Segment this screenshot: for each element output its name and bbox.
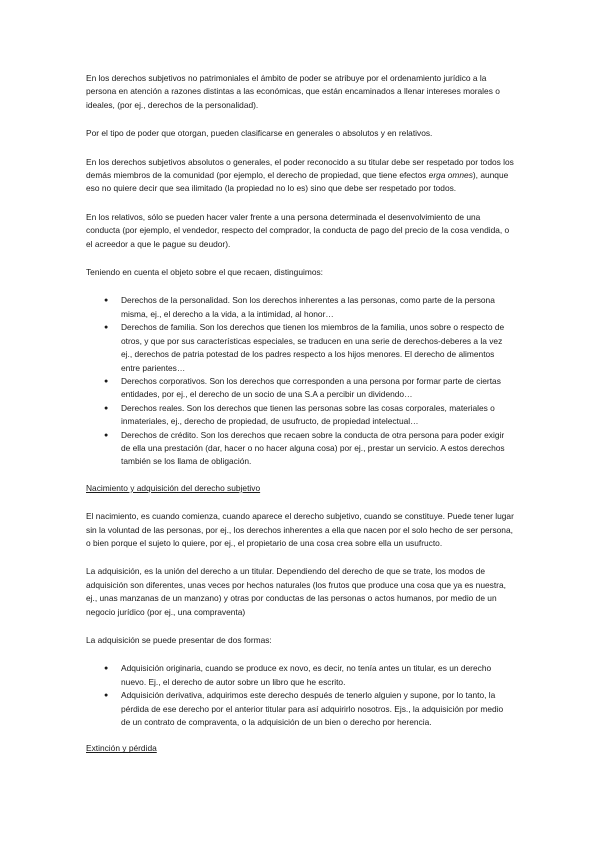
- list-item-text: Derechos de la personalidad. Son los derechos inherentes a las personas, como parte de la persona misma, ej., el derecho a la vida, a la intimidad, al honor…: [121, 295, 495, 319]
- list-item: [104, 662, 514, 689]
- bullet-icon: ●: [104, 665, 109, 673]
- paragraph-absolutos: [86, 156, 514, 196]
- paragraph-dos-formas: La adquisición se puede presentar de dos formas:: [86, 635, 272, 645]
- list-item-text: Adquisición derivativa, adquirimos este derecho después de tenerlo alguien y supone, por lo tanto, la pérdida de ese derecho por el anterior titular para así adquirirlo nosotros. Ejs., la adquisición por medio de un contrato de compraventa, o la adquisición de un bien o derecho por herencia.: [121, 690, 504, 728]
- list-item-text: Derechos de crédito. Son los derechos que recaen sobre la conducta de otra persona para poder exigir de ella una prestación (dar, hacer o no hacer alguna cosa) por ej., prestar un servicio. A estos derechos también se los llama de obligación.: [121, 429, 505, 467]
- list-tipos-derechos: [86, 294, 514, 468]
- paragraph-no-patrimoniales: En los derechos subjetivos no patrimoniales el ámbito de poder se atribuye por el ordenamiento jurídico a la persona en atención a razones distintas a las económicas, que están encaminados a llenar intereses morales o ideales, (por ej., derechos de la personalidad).: [86, 73, 500, 110]
- bullet-icon: ●: [104, 297, 109, 305]
- paragraph-relativos: En los relativos, sólo se pueden hacer valer frente a una persona determinada el desenvolvimiento de una conducta (por ejemplo, el vendedor, respecto del comprador, la conducta de pago del precio de la cosa vendida, o el acreedor a que le pague su deudor).: [86, 211, 510, 249]
- bullet-icon: ●: [104, 431, 109, 439]
- paragraph-tipo-de-poder: Por el tipo de poder que otorgan, pueden clasificarse en generales o absolutos y en relativos.: [86, 128, 433, 139]
- bullet-icon: ●: [104, 324, 109, 332]
- list-item-text: Adquisición originaria, cuando se produce ex novo, es decir, no tenía antes un titular, es un derecho nuevo. Ej., el derecho de autor sobre un libro que he escrito.: [121, 663, 492, 687]
- bullet-icon: ●: [104, 692, 109, 700]
- list-item: [104, 402, 514, 429]
- paragraph-absolutos-part2: ), aunque eso no quiere decir que sea ilimitado (la propiedad no lo es) sino que debe ser respetado por todos.: [86, 170, 509, 194]
- bullet-icon: ●: [104, 377, 109, 385]
- paragraph-objeto: Teniendo en cuenta el objeto sobre el que recaen, distinguimos:: [86, 267, 323, 278]
- bullet-icon: ●: [104, 404, 109, 412]
- section-heading-nacimiento: Nacimiento y adquisición del derecho subjetivo: [86, 482, 261, 493]
- list-item: [104, 375, 514, 402]
- list-item-text: Derechos reales. Son los derechos que tienen las personas sobre las cosas corporales, materiales o inmateriales, ej., derecho de propiedad, de usufructo, de propiedad intelectual…: [121, 402, 495, 427]
- list-item: [104, 294, 514, 321]
- document-body: [86, 72, 514, 756]
- paragraph-adquisicion: La adquisición, es la unión del derecho a un titular. Dependiendo del derecho de que se trate, los modos de adquisición son diferentes, unas veces por hechos naturales (los frutos que produce una cosa que ya es nuestra, ej., unas manzanas de un manzano) y otras por conductas de las personas o actos humanos, por medio de un negocio jurídico (por ej., una compraventa): [86, 566, 506, 617]
- list-item: [104, 429, 514, 469]
- paragraph-absolutos-latin: erga omnes: [428, 170, 473, 181]
- paragraph-nacimiento: El nacimiento, es cuando comienza, cuando aparece el derecho subjetivo, cuando se constituye. Puede tener lugar sin la voluntad de las personas, por ej., los derechos inherentes a ella que nacen por el solo hecho de ser persona, o bien porque el sujeto lo quiere, por ej., el propietario de una cosa crea sobre ella un usufructo.: [86, 511, 514, 548]
- list-item-text: Derechos corporativos. Son los derechos que corresponden a una persona por formar parte de ciertas entidades, por ej., el derecho de un socio de una S.A a percibir un dividendo…: [121, 375, 501, 400]
- list-item-text: Derechos de familia. Son los derechos que tienen los miembros de la familia, unos sobre o respecto de otros, y que por sus características especiales, se traducen en una serie de derechos-deberes a la vez ej., derechos de patria potestad de los padres respecto a los hijos menores. El derecho de alimentos entre parientes…: [121, 322, 505, 373]
- section-heading-extincion: Extinción y pérdida: [86, 743, 157, 754]
- paragraph-absolutos-part1: En los derechos subjetivos absolutos o generales, el poder reconocido a su titular debe ser respetado por todos los demás miembros de la comunidad (por ejemplo, el derecho de propiedad, que tiene efectos: [86, 156, 514, 181]
- list-item: [104, 321, 514, 375]
- list-formas-adquisicion: [86, 662, 514, 729]
- list-item: [104, 689, 514, 729]
